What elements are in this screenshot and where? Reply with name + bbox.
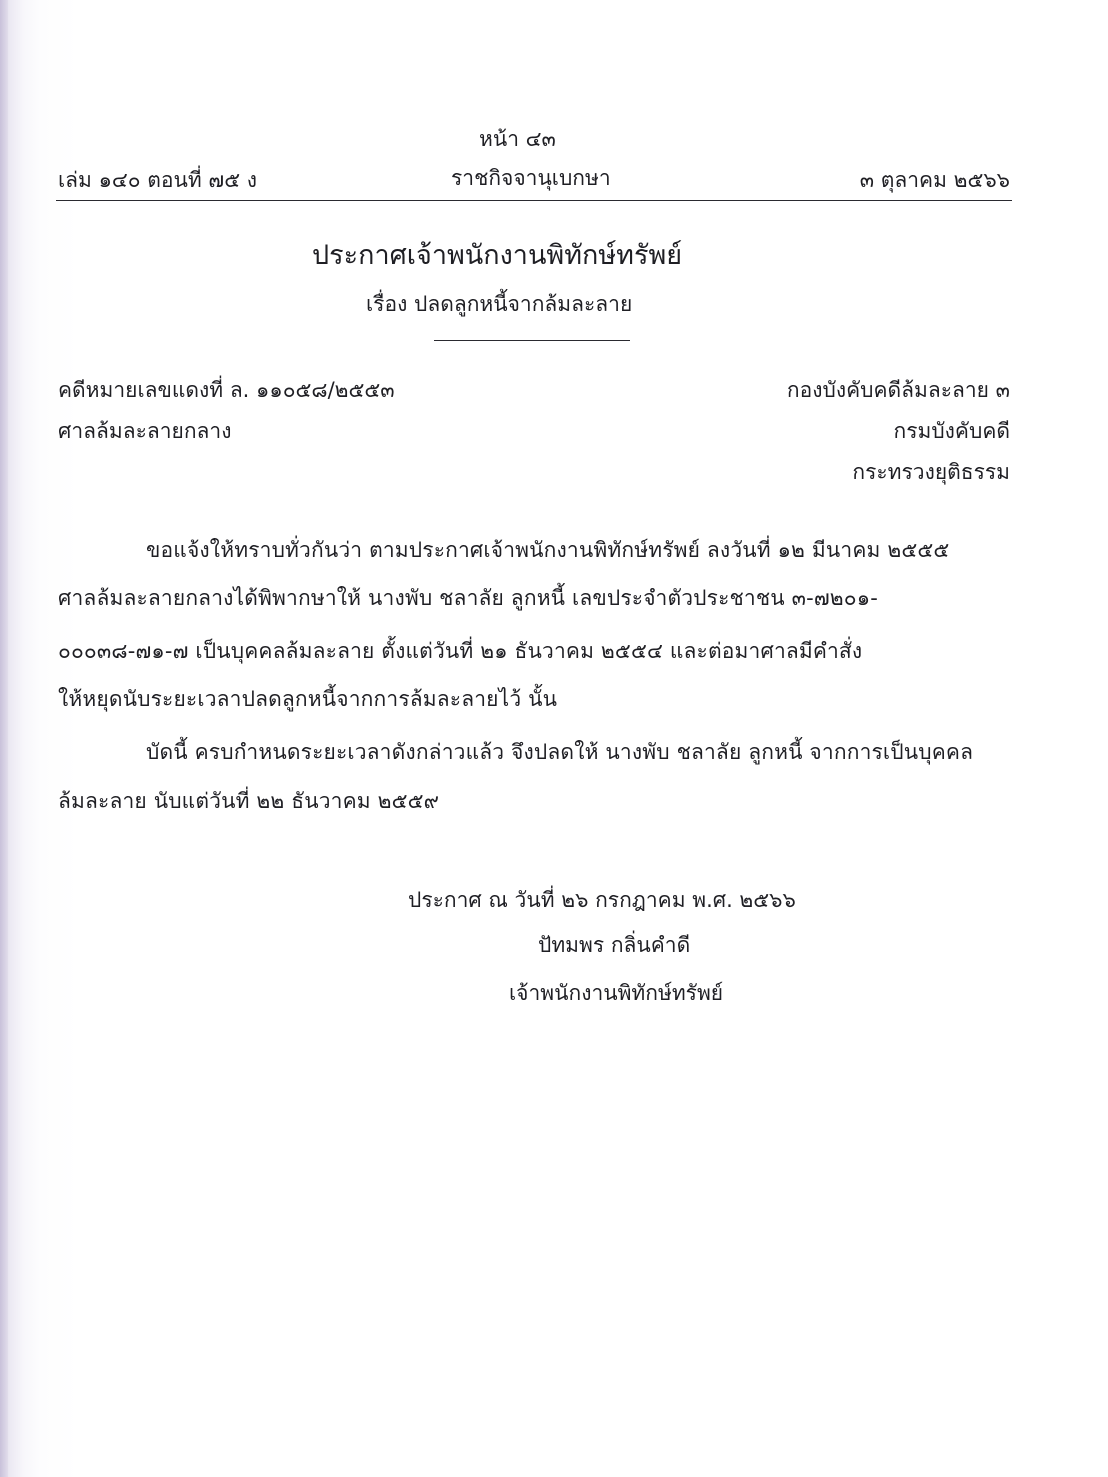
paragraph-1-line: ศาลล้มละลายกลางได้พิพากษาให้ นางพับ ชลาลัย ลูกหนี้ เลขประจำตัวประชาชน ๓-๗๒๐๑- <box>58 586 878 610</box>
page-binding-edge <box>0 0 8 1477</box>
paragraph-1-line: ๐๐๐๓๘-๗๑-๗ เป็นบุคคลล้มละลาย ตั้งแต่วันที่ ๒๑ ธันวาคม ๒๕๕๔ และต่อมาศาลมีคำสั่ง <box>58 639 863 663</box>
announcement-title: ประกาศเจ้าพนักงานพิทักษ์ทรัพย์ <box>312 240 683 271</box>
office-division: กองบังคับคดีล้มละลาย ๓ <box>786 378 1010 402</box>
page-number: หน้า ๔๓ <box>479 127 556 151</box>
title-divider <box>434 340 630 341</box>
paragraph-1-line: ขอแจ้งให้ทราบทั่วกันว่า ตามประกาศเจ้าพนักงานพิทักษ์ทรัพย์ ลงวันที่ ๑๒ มีนาคม ๒๕๕๕ <box>146 538 950 562</box>
signer-position: เจ้าพนักงานพิทักษ์ทรัพย์ <box>509 981 724 1005</box>
signer-name: ปัทมพร กลิ่นคำดี <box>538 933 691 957</box>
paragraph-1-line: ให้หยุดนับระยะเวลาปลดลูกหนี้จากการล้มละลายไว้ นั้น <box>58 687 558 711</box>
volume-issue: เล่ม ๑๔๐ ตอนที่ ๗๕ ง <box>58 168 258 192</box>
case-number: คดีหมายเลขแดงที่ ล. ๑๑๐๕๘/๒๕๕๓ <box>58 378 395 402</box>
paragraph-2-line: ล้มละลาย นับแต่วันที่ ๒๒ ธันวาคม ๒๕๕๙ <box>58 789 440 813</box>
announced-date: ประกาศ ณ วันที่ ๒๖ กรกฎาคม พ.ศ. ๒๕๖๖ <box>408 888 796 912</box>
announcement-subject: เรื่อง ปลดลูกหนี้จากล้มละลาย <box>366 292 633 316</box>
court-name: ศาลล้มละลายกลาง <box>58 419 232 443</box>
issue-date: ๓ ตุลาคม ๒๕๖๖ <box>859 168 1010 192</box>
office-department: กรมบังคับคดี <box>893 419 1010 443</box>
gazette-name: ราชกิจจานุเบกษา <box>451 166 611 190</box>
header-divider <box>56 200 1012 201</box>
office-ministry: กระทรวงยุติธรรม <box>852 460 1010 484</box>
paragraph-2-line: บัดนี้ ครบกำหนดระยะเวลาดังกล่าวแล้ว จึงปลดให้ นางพับ ชลาลัย ลูกหนี้ จากการเป็นบุคคล <box>146 740 974 764</box>
